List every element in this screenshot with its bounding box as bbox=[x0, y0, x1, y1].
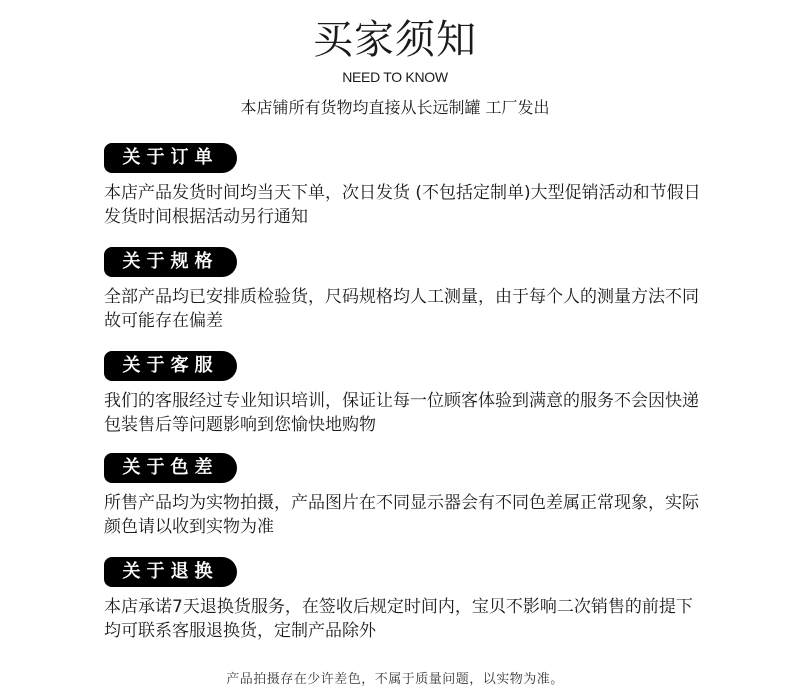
footer-note: 产品拍摄存在少许差色，不属于质量问题，以实物为准。 bbox=[226, 672, 564, 687]
section-service bbox=[104, 351, 704, 437]
section-color-body: 所售产品均为实物拍摄，产品图片在不同显示器会有不同色差属正常现象，实际颜色请以收到实物为准 bbox=[104, 493, 699, 537]
section-color bbox=[104, 453, 704, 539]
section-order-body: 本店产品发货时间均当天下单，次日发货 (不包括定制单)大型促销活动和节假日发货时间根据活动另行通知 bbox=[104, 183, 701, 227]
section-service-body: 我们的客服经过专业知识培训，保证让每一位顾客体验到满意的服务不会因快递包装售后等问题影响到您愉快地购物 bbox=[104, 391, 699, 435]
intro-text: 本店铺所有货物均直接从长远制罐 工厂发出 bbox=[240, 98, 550, 117]
section-order bbox=[104, 143, 704, 229]
section-service-heading: 关于客服 bbox=[104, 351, 237, 381]
section-return-heading: 关于退换 bbox=[104, 557, 237, 587]
section-size-body: 全部产品均已安排质检验货，尺码规格均人工测量，由于每个人的测量方法不同故可能存在偏差 bbox=[104, 287, 699, 331]
section-size-heading: 关于规格 bbox=[104, 247, 237, 277]
section-color-heading: 关于色差 bbox=[104, 453, 237, 483]
page-subtitle-en: NEED TO KNOW bbox=[342, 69, 448, 85]
section-return-body: 本店承诺7天退换货服务，在签收后规定时间内，宝贝不影响二次销售的前提下均可联系客服退换货，定制产品除外 bbox=[104, 597, 693, 641]
page-title: 买家须知 bbox=[313, 17, 477, 63]
section-order-heading: 关于订单 bbox=[104, 143, 237, 173]
section-return bbox=[104, 557, 704, 643]
section-size bbox=[104, 247, 704, 333]
